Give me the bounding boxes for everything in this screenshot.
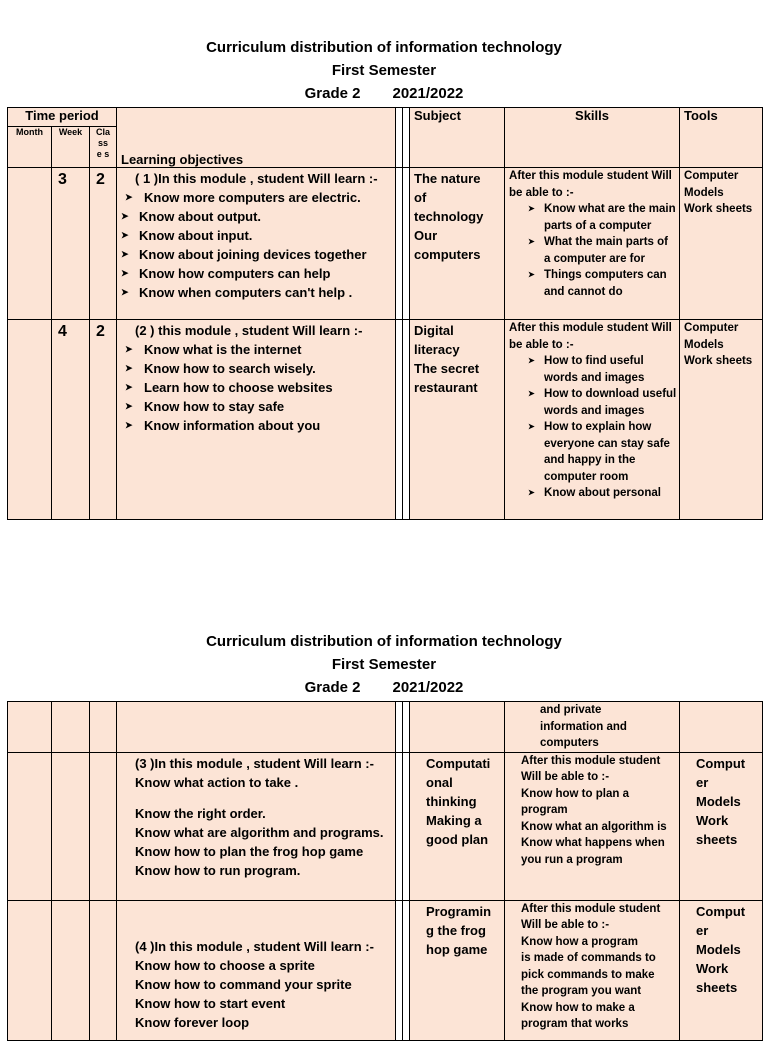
page1-title-block — [0, 36, 768, 105]
skill-item: ➤ How to explain how everyone can stay safe and happy in the computer room — [509, 419, 677, 485]
month-cell — [8, 900, 52, 1040]
skill-line: Know what happens when you run a program — [521, 837, 665, 866]
subject-cell — [410, 320, 505, 520]
skill-line: pick commands to make — [521, 968, 655, 981]
tool-line: Work — [696, 960, 729, 976]
tool-line: Work sheets — [684, 203, 753, 215]
objective-line: Know what action to take . — [135, 774, 299, 790]
document-title: Curriculum distribution of information technology — [206, 39, 562, 56]
classes-cell — [90, 752, 117, 900]
grade-year-label — [0, 676, 768, 699]
grade-label: Grade 2 — [304, 679, 361, 696]
objective-item: ➤ Know about output. — [117, 207, 395, 226]
subject-line: Digital — [414, 323, 454, 338]
subject-cell — [410, 752, 505, 900]
column-gap — [396, 752, 403, 900]
column-gap — [396, 108, 403, 168]
skill-line: Know how to plan a program — [521, 787, 629, 816]
objective-item: ➤ Know how to search wisely. — [117, 359, 395, 378]
subject-line: Computati — [426, 755, 491, 771]
subject-line: The secret — [414, 361, 480, 376]
objective-item: ➤ Know more computers are electric. — [117, 188, 395, 207]
skill-line: Will be able to :- — [521, 771, 610, 783]
column-gap — [396, 702, 403, 753]
objective-item: ➤ Know about joining devices together — [117, 245, 395, 264]
objective-line: (4 )In this module , student Will learn :- — [135, 938, 374, 954]
tools-cell — [680, 320, 763, 520]
column-gap — [396, 168, 403, 320]
classes-cell: 2 — [90, 168, 117, 320]
subject-cell — [410, 900, 505, 1040]
objective-line: Know how to run program. — [135, 862, 301, 878]
month-cell — [8, 168, 52, 320]
subject-cell — [410, 702, 505, 753]
grade-year-label — [0, 82, 768, 105]
skills-continued-cell: and private information and computers — [505, 702, 680, 753]
objective-line: Know the right order. — [135, 805, 266, 821]
skill-line: program that works — [521, 1018, 629, 1030]
objectives-cell — [117, 168, 396, 320]
subject-line: hop game — [426, 941, 488, 957]
tool-line: er — [696, 922, 709, 938]
objective-line: Know forever loop — [135, 1014, 250, 1030]
subject-line: Our — [414, 228, 438, 243]
week-cell: 4 — [52, 320, 90, 520]
skill-line: Will be able to :- — [521, 919, 610, 931]
subject-line: thinking — [426, 793, 477, 809]
month-cell — [8, 320, 52, 520]
month-header: Month — [8, 127, 52, 168]
year-label: 2021/2022 — [392, 679, 464, 696]
subject-line: technology — [414, 209, 484, 224]
skills-cell — [505, 168, 680, 320]
curriculum-table-page2 — [7, 701, 763, 1041]
skill-item: ➤ What the main parts of a computer are for — [509, 234, 677, 267]
objectives-cell — [117, 320, 396, 520]
skills-cell — [505, 900, 680, 1040]
skill-line: the program you want — [521, 985, 642, 997]
tool-line: Models — [684, 186, 724, 199]
tool-line: Work — [696, 812, 729, 828]
subject-line: Programin — [426, 903, 492, 919]
subject-line: g the frog — [426, 922, 486, 938]
objective-line: Know what are algorithm and programs. — [135, 824, 384, 840]
classes-cell: 2 — [90, 320, 117, 520]
skill-item: ➤ Know what are the main parts of a computer — [509, 201, 677, 234]
column-gap — [403, 702, 410, 753]
column-gap — [403, 168, 410, 320]
column-gap — [396, 320, 403, 520]
objective-line: Know how to start event — [135, 995, 286, 1011]
week-cell: 3 — [52, 168, 90, 320]
skill-line: After this module student — [521, 902, 661, 915]
tool-line: Models — [696, 941, 741, 957]
objectives-cell — [117, 900, 396, 1040]
skill-line: is made of commands to — [521, 952, 656, 964]
objective-line: Know how to command your sprite — [135, 976, 352, 992]
tools-cell — [680, 900, 763, 1040]
objective-line: (3 )In this module , student Will learn :- — [135, 755, 374, 771]
skill-item: ➤ How to find useful words and images — [509, 353, 677, 386]
objective-item: ➤ Learn how to choose websites — [117, 378, 395, 397]
objective-item: ➤ Know how to stay safe — [117, 397, 395, 416]
month-cell — [8, 702, 52, 753]
objective-line: Know how to plan the frog hop game — [135, 843, 364, 859]
objective-intro: ( 1 )In this module , student Will learn :- — [135, 171, 378, 186]
month-cell — [8, 752, 52, 900]
column-gap — [403, 108, 410, 168]
skill-line: After this module student — [521, 754, 661, 767]
classes-cell — [90, 900, 117, 1040]
subject-line: Making a — [426, 812, 482, 828]
subject-line: good plan — [426, 831, 489, 847]
subject-line: computers — [414, 247, 481, 262]
objectives-cell — [117, 702, 396, 753]
objectives-cell — [117, 752, 396, 900]
skill-line: Know what an algorithm is — [521, 820, 667, 833]
subject-line: onal — [426, 774, 453, 790]
tool-line: Models — [696, 793, 741, 809]
week-cell — [52, 702, 90, 753]
grade-label: Grade 2 — [304, 85, 361, 102]
objective-line: Know how to choose a sprite — [135, 957, 315, 973]
tool-line: er — [696, 774, 709, 790]
tool-line: Computer — [684, 322, 739, 334]
skills-cell — [505, 752, 680, 900]
skill-line: Know how a program — [521, 935, 638, 948]
column-gap — [403, 900, 410, 1040]
skill-item: ➤ Know about personal — [509, 485, 677, 502]
page2-title-block — [0, 630, 768, 699]
classes-cell — [90, 702, 117, 753]
objective-item: ➤ Know when computers can't help . — [117, 283, 395, 302]
semester-label: First Semester — [331, 62, 437, 79]
document-title: Curriculum distribution of information technology — [206, 633, 562, 650]
time-period-header: Time period — [8, 108, 117, 127]
tool-line: Comput — [696, 903, 746, 919]
week-cell — [52, 752, 90, 900]
tool-line: Comput — [696, 755, 746, 771]
tool-line: sheets — [696, 979, 738, 995]
objective-item: ➤ Know about input. — [117, 226, 395, 245]
objective-item: ➤ Know information about you — [117, 416, 395, 435]
tools-header: Tools — [680, 108, 763, 168]
tools-cell — [680, 168, 763, 320]
skills-intro: After this module student Will be able to :- — [509, 322, 672, 351]
semester-label: First Semester — [331, 656, 437, 673]
skill-item: ➤ How to download useful words and images — [509, 386, 677, 419]
subject-line: restaurant — [414, 380, 478, 395]
skill-item: ➤ Things computers can and cannot do — [509, 267, 677, 300]
objective-item: ➤ Know how computers can help — [117, 264, 395, 283]
subject-line: literacy — [414, 342, 460, 357]
learning-objectives-header: Learning objectives — [117, 108, 396, 168]
tool-line: Work sheets — [684, 355, 753, 367]
column-gap — [396, 900, 403, 1040]
tools-cell — [680, 752, 763, 900]
subject-cell — [410, 168, 505, 320]
tool-line: Models — [684, 338, 724, 351]
column-gap — [403, 752, 410, 900]
classes-header: Cla sse s — [90, 127, 117, 168]
subject-line: The nature — [414, 171, 481, 186]
skills-intro: After this module student Will be able to :- — [509, 170, 672, 199]
subject-header: Subject — [410, 108, 505, 168]
tool-line: sheets — [696, 831, 738, 847]
curriculum-table-page1 — [7, 107, 763, 520]
subject-line: of — [414, 190, 427, 205]
objective-item: ➤ Know what is the internet — [117, 340, 395, 359]
week-header: Week — [52, 127, 90, 168]
skills-header: Skills — [505, 108, 680, 168]
skills-cell — [505, 320, 680, 520]
skill-line: Know how to make a — [521, 1001, 635, 1014]
column-gap — [403, 320, 410, 520]
tool-line: Computer — [684, 170, 739, 182]
tools-cell — [680, 702, 763, 753]
year-label: 2021/2022 — [392, 85, 464, 102]
objective-intro: (2 ) this module , student Will learn :- — [135, 323, 363, 338]
week-cell — [52, 900, 90, 1040]
